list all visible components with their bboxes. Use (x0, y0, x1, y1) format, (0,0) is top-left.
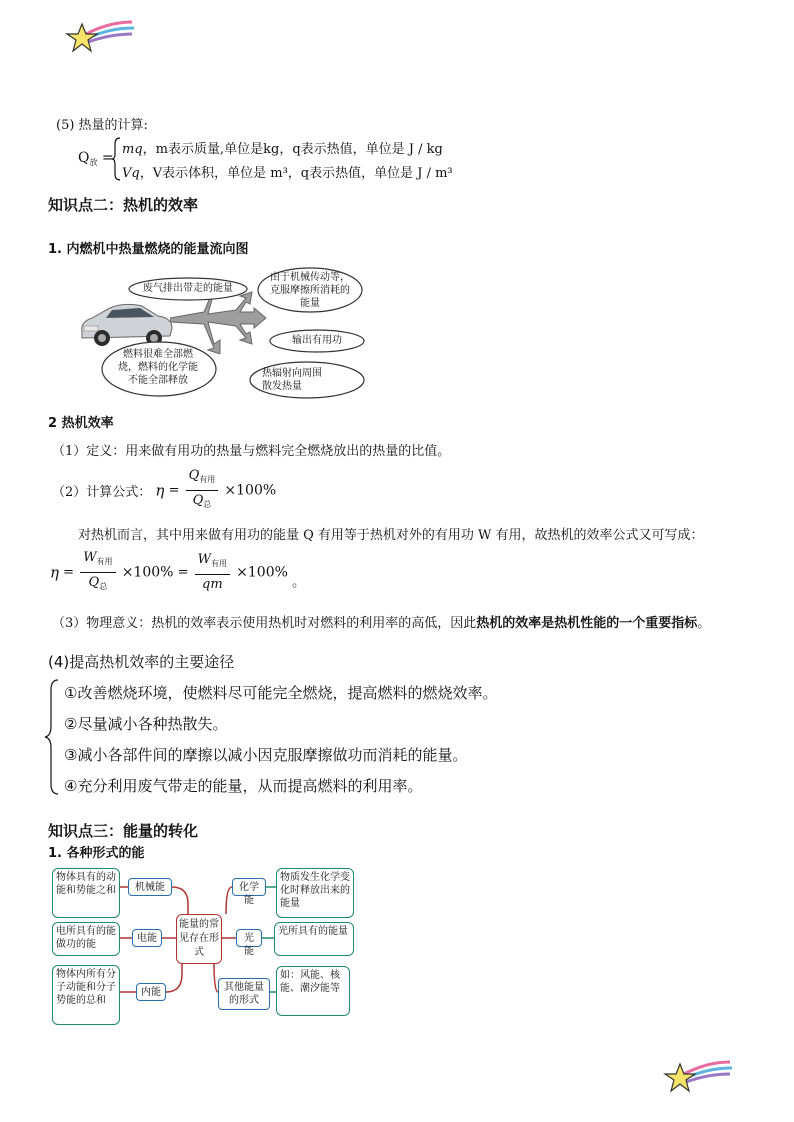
times-100-a: ×100% (121, 564, 174, 581)
friction-energy-label: 由于机械传动等，克服摩擦所消耗的能量 (270, 272, 350, 309)
times-100-percent: ×100% (224, 482, 277, 499)
eta-symbol-alt: η (50, 563, 59, 582)
heat-calc-title: (5) 热量的计算: (56, 118, 148, 133)
ways-brace (44, 678, 60, 796)
other-energy-node: 其他能量的形式 (218, 978, 270, 1010)
equals-sign: = (168, 483, 180, 498)
total-subscript: 总 (203, 500, 212, 509)
efficiency-definition: （1）定义：用来做有用功的热量与燃料完全燃烧放出的热量的比值。 (52, 444, 451, 459)
useful-work-explanation: 对热机而言，其中用来做有用功的能量 Q 有用等于热机对外的有用功 W 有用，故热机的效率公式又可写成： (78, 528, 704, 543)
formula-period: 。 (292, 575, 306, 590)
work-over-heat-fraction (80, 548, 115, 597)
mechanical-energy-definition: 物体具有的动能和势能之和 (52, 868, 120, 918)
q-total: Q (192, 493, 204, 508)
shooting-star-icon (662, 1058, 734, 1098)
meaning-emphasis: 热机的效率是热机性能的一个重要指标 (476, 616, 698, 631)
chemical-energy-node: 化学能 (232, 878, 266, 896)
efficiency-formula (52, 466, 276, 515)
w-useful-subscript-two: 有用 (211, 559, 228, 568)
physical-meaning (52, 612, 762, 631)
heat-case-volume (122, 162, 453, 181)
volume-case-text: ，V表示体积，单位是 m³，q表示热值，单位是 J / m³ (139, 166, 453, 181)
useful-work-label: 输出有用功 (292, 335, 342, 346)
exhaust-energy-label: 废气排出带走的能量 (143, 283, 233, 294)
total-subscript-alt: 总 (99, 582, 108, 591)
formula-label: （2）计算公式： (52, 485, 152, 500)
incomplete-combustion-label: 燃料很难全部燃烧，燃料的化学能不能全部释放 (118, 349, 198, 386)
internal-energy-node: 内能 (136, 983, 166, 1001)
w-useful-subscript: 有用 (96, 557, 113, 566)
heat-case-mass (122, 138, 443, 157)
q-subscript: 放 (89, 158, 98, 167)
way-item-4: ④充分利用废气带走的能量，从而提高燃料的利用率。 (64, 777, 423, 795)
mechanical-energy-node: 机械能 (128, 878, 172, 896)
shooting-star-icon (64, 18, 136, 58)
q-symbol: Q (78, 150, 90, 166)
mindmap-center: 能量的常见存在形式 (176, 914, 222, 964)
electric-energy-node: 电能 (132, 929, 162, 947)
left-brace (112, 136, 122, 182)
other-energy-definition: 如：风能、核能、潮汐能等 (276, 966, 350, 1016)
section-three-heading: 知识点三：能量的转化 (48, 822, 199, 840)
equals-sign-two: = (177, 565, 189, 580)
light-energy-definition: 光所具有的能量 (274, 922, 354, 956)
equals-sign-alt: = (63, 565, 75, 580)
meaning-end: 。 (697, 616, 711, 631)
w-useful: W (83, 550, 97, 565)
mq-expr: mq (122, 142, 143, 157)
q-useful: Q (188, 468, 200, 483)
light-energy-node: 光能 (236, 929, 262, 947)
meaning-text: （3）物理意义：热机的效率表示使用热机时对燃料的利用率的高低，因此 (52, 616, 477, 631)
way-item-3: ③减小各部件间的摩擦以减小因克服摩擦做功而消耗的能量。 (64, 746, 468, 764)
section-two-heading: 知识点二：热机的效率 (48, 196, 199, 214)
efficiency-fraction (186, 466, 219, 515)
w-useful-two: W (197, 552, 212, 567)
times-100-b: ×100% (236, 564, 288, 581)
radiation-energy-label: 热辐射向周围散发热量 (262, 368, 322, 392)
energy-forms-subtitle: 1. 各种形式的能 (48, 846, 145, 861)
improvement-title: (4)提高热机效率的主要途径 (48, 653, 235, 671)
energy-flow-subtitle: 1. 内燃机中热量燃烧的能量流向图 (48, 242, 249, 257)
heat-q-label: $Q_放$ = (78, 150, 114, 167)
efficiency-subtitle: 2 热机效率 (48, 416, 114, 431)
way-item-1: ①改善燃烧环境，使燃料尽可能完全燃烧，提高燃料的燃烧效率。 (64, 684, 498, 702)
internal-energy-definition: 物体内所有分子动能和分子势能的总和 (52, 965, 120, 1025)
vq-expr: Vq (122, 166, 140, 181)
electric-energy-definition: 电所具有的能做功的能 (52, 922, 120, 956)
chemical-energy-definition: 物质发生化学变化时释放出来的能量 (276, 868, 354, 918)
qm-denominator: qm (202, 577, 223, 592)
q-total-alt: Q (88, 575, 100, 590)
useful-subscript: 有用 (199, 475, 216, 484)
work-over-qm-fraction (195, 550, 230, 595)
mass-case-text: ，m表示质量,单位是kg，q表示热值，单位是 J / kg (142, 142, 443, 157)
eta-symbol: η (155, 481, 165, 500)
efficiency-formula-alt (50, 548, 305, 597)
way-item-2: ②尽量减小各种热散失。 (64, 715, 228, 733)
